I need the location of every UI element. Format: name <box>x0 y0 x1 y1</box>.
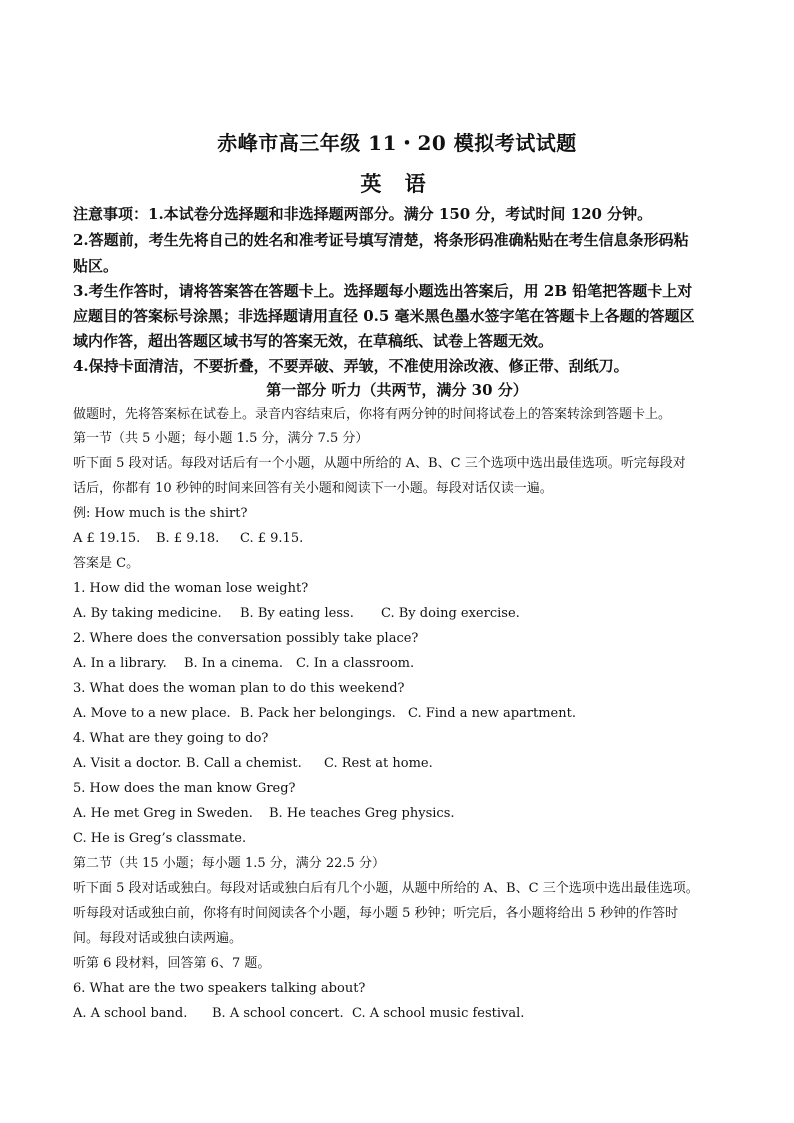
notice-line: 4.保持卡面清洁，不要折叠，不要弄破、弄皱，不准使用涂改液、修正带、刮纸刀。 <box>73 357 629 375</box>
notice-line: 域内作答，超出答题区域书写的答案无效，在草稿纸、试卷上答题无效。 <box>73 332 554 350</box>
example-question: 例: How much is the shirt? <box>73 506 248 521</box>
option-b: B. Pack her belongings. <box>240 706 396 721</box>
option-c: C. Rest at home. <box>324 756 433 771</box>
section1-heading: 第一节（共 5 小题；每小题 1.5 分，满分 7.5 分） <box>73 431 369 446</box>
notice-line: 3.考生作答时，请将答案答在答题卡上。选择题每小题选出答案后，用 2B 铅笔把答题卡上对 <box>73 282 693 300</box>
question-options <box>73 654 414 674</box>
part1-heading: 第一部分 听力（共两节，满分 30 分） <box>266 381 528 399</box>
notice-line: 2.答题前，考生先将自己的姓名和准考证号填写清楚，将条形码准确粘贴在考生信息条形码粘 <box>73 231 689 249</box>
question-text: 5. How does the man know Greg? <box>73 781 296 796</box>
option-a: A £ 19.15. <box>73 531 141 546</box>
question-options <box>73 804 455 824</box>
option-c: C. He is Greg’s classmate. <box>73 831 247 846</box>
option-b: B. In a cinema. <box>184 656 284 671</box>
option-a: A. In a library. <box>73 656 167 671</box>
option-c: C. A school music festival. <box>352 1006 525 1021</box>
option-b: B. A school concert. <box>212 1006 344 1021</box>
notice-line: 贴区。 <box>73 257 119 275</box>
question-text: 3. What does the woman plan to do this weekend? <box>73 681 405 696</box>
option-a: A. He met Greg in Sweden. <box>73 806 253 821</box>
option-a: A. A school band. <box>73 1006 188 1021</box>
option-a: A. Visit a doctor. <box>73 756 182 771</box>
section1-instruction: 话后，你都有 10 秒钟的时间来回答有关小题和阅读下一小题。每段对话仅读一遍。 <box>73 481 553 496</box>
question-options <box>73 704 576 724</box>
section1-instruction: 听下面 5 段对话。每段对话后有一个小题，从题中所给的 A、B、C 三个选项中选出最佳选项。听完每段对 <box>73 456 686 471</box>
question-text: 4. What are they going to do? <box>73 731 269 746</box>
question-options <box>73 1004 524 1024</box>
question-text: 1. How did the woman lose weight? <box>73 581 309 596</box>
option-b: B. He teaches Greg physics. <box>269 806 455 821</box>
section2-instruction: 间。每段对话或独白读两遍。 <box>73 931 243 946</box>
question-text: 2. Where does the conversation possibly take place? <box>73 631 419 646</box>
option-c: C. In a classroom. <box>296 656 415 671</box>
option-b: B. Call a chemist. <box>186 756 302 771</box>
section2-heading: 第二节（共 15 小题；每小题 1.5 分，满分 22.5 分） <box>73 856 385 871</box>
exam-title: 赤峰市高三年级 11・20 模拟考试试题 <box>217 131 577 155</box>
option-b: B. By eating less. <box>240 606 354 621</box>
subject-title: 英 语 <box>360 171 434 196</box>
question-options <box>73 604 520 624</box>
example-answer: 答案是 C。 <box>73 556 140 571</box>
option-c: C. Find a new apartment. <box>408 706 576 721</box>
material-label: 听第 6 段材料，回答第 6、7 题。 <box>73 956 271 971</box>
part1-intro: 做题时，先将答案标在试卷上。录音内容结束后，你将有两分钟的时间将试卷上的答案转涂到答题卡上。 <box>73 407 672 422</box>
notice-line: 注意事项：1.本试卷分选择题和非选择题两部分。满分 150 分，考试时间 120 分钟。 <box>73 205 653 223</box>
option-a: A. By taking medicine. <box>73 606 222 621</box>
option-c: C. By doing exercise. <box>381 606 520 621</box>
option-b: B. £ 9.18. <box>156 531 220 546</box>
option-a: A. Move to a new place. <box>73 706 231 721</box>
notice-line: 应题目的答案标号涂黑；非选择题请用直径 0.5 毫米黑色墨水签字笔在答题卡上各题的答题区 <box>73 307 695 325</box>
question-options <box>73 754 433 774</box>
example-options <box>73 529 303 549</box>
section2-instruction: 听每段对话或独白前，你将有时间阅读各个小题，每小题 5 秒钟；听完后，各小题将给出 5 秒钟的作答时 <box>73 906 679 921</box>
option-c: C. £ 9.15. <box>240 531 304 546</box>
question-text: 6. What are the two speakers talking about? <box>73 981 366 996</box>
section2-instruction: 听下面 5 段对话或独白。每段对话或独白后有几个小题，从题中所给的 A、B、C 三个选项中选出最佳选项。 <box>73 881 699 896</box>
